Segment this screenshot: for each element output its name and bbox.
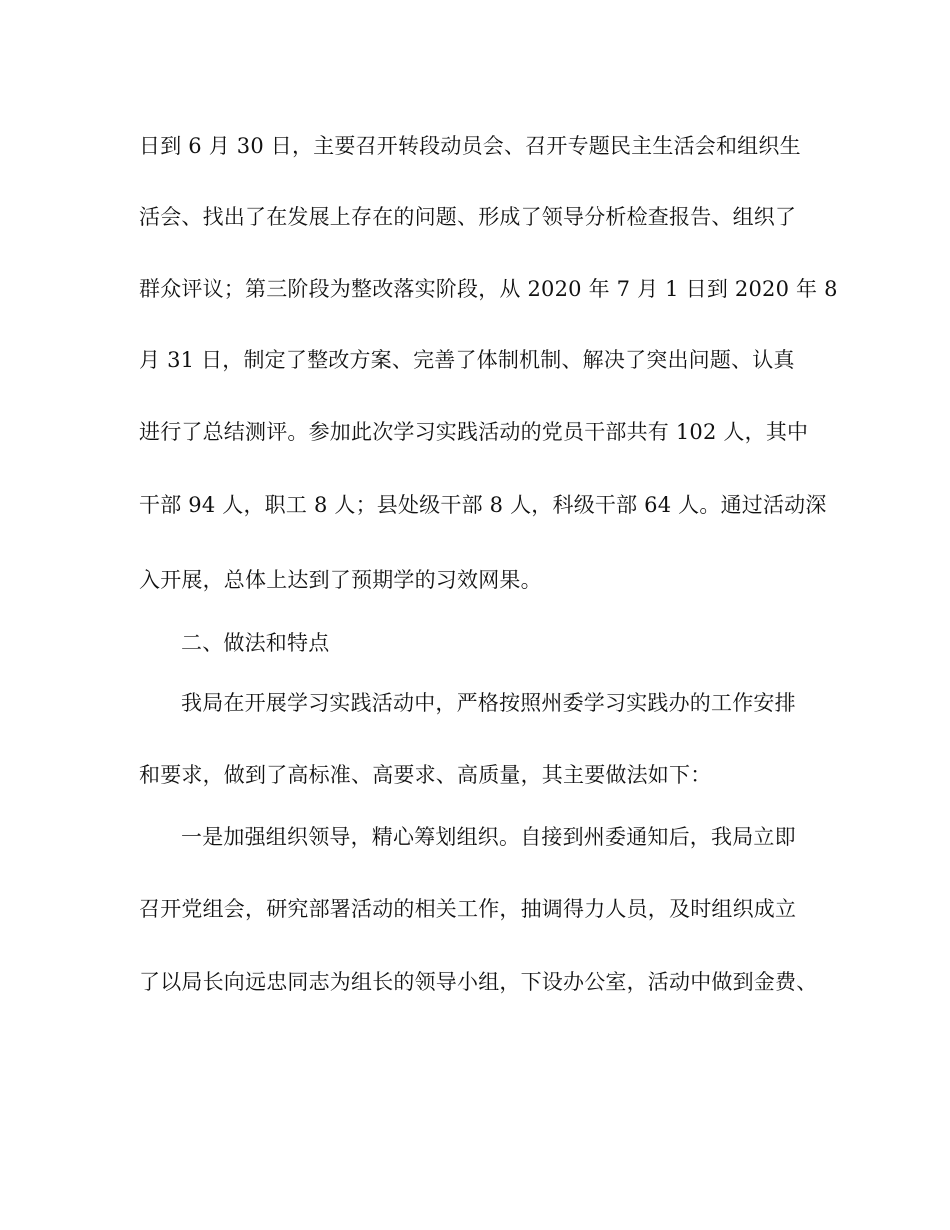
section-heading: 二、做法和特点 bbox=[181, 631, 330, 655]
text-line: 日到 6 月 30 日，主要召开转段动员会、召开专题民主生活会和组织生 bbox=[139, 134, 801, 158]
text-line: 召开党组会，研究部署活动的相关工作，抽调得力人员，及时组织成立 bbox=[139, 897, 797, 921]
text-line: 和要求，做到了高标准、高要求、高质量，其主要做法如下： bbox=[139, 763, 712, 787]
paragraph-first-line: 我局在开展学习实践活动中，严格按照州委学习实践办的工作安排 bbox=[181, 691, 796, 715]
text-line: 进行了总结测评。参加此次学习实践活动的党员干部共有 102 人，其中 bbox=[139, 420, 809, 444]
paragraph-first-line: 一是加强组织领导，精心筹划组织。自接到州委通知后，我局立即 bbox=[181, 825, 796, 849]
text-line: 了以局长向远忠同志为组长的领导小组，下设办公室，活动中做到金费、 bbox=[139, 970, 818, 994]
text-line: 群众评议；第三阶段为整改落实阶段，从 2020 年 7 月 1 日到 2020 年 8 bbox=[139, 277, 838, 301]
text-line: 入开展，总体上达到了预期学的习效网果。 bbox=[139, 568, 542, 592]
text-line: 干部 94 人，职工 8 人；县处级干部 8 人，科级干部 64 人。通过活动深 bbox=[139, 493, 827, 517]
text-line: 月 31 日，制定了整改方案、完善了体制机制、解决了突出问题、认真 bbox=[139, 348, 795, 372]
text-line: 活会、找出了在发展上存在的问题、形成了领导分析检查报告、组织了 bbox=[139, 205, 797, 229]
